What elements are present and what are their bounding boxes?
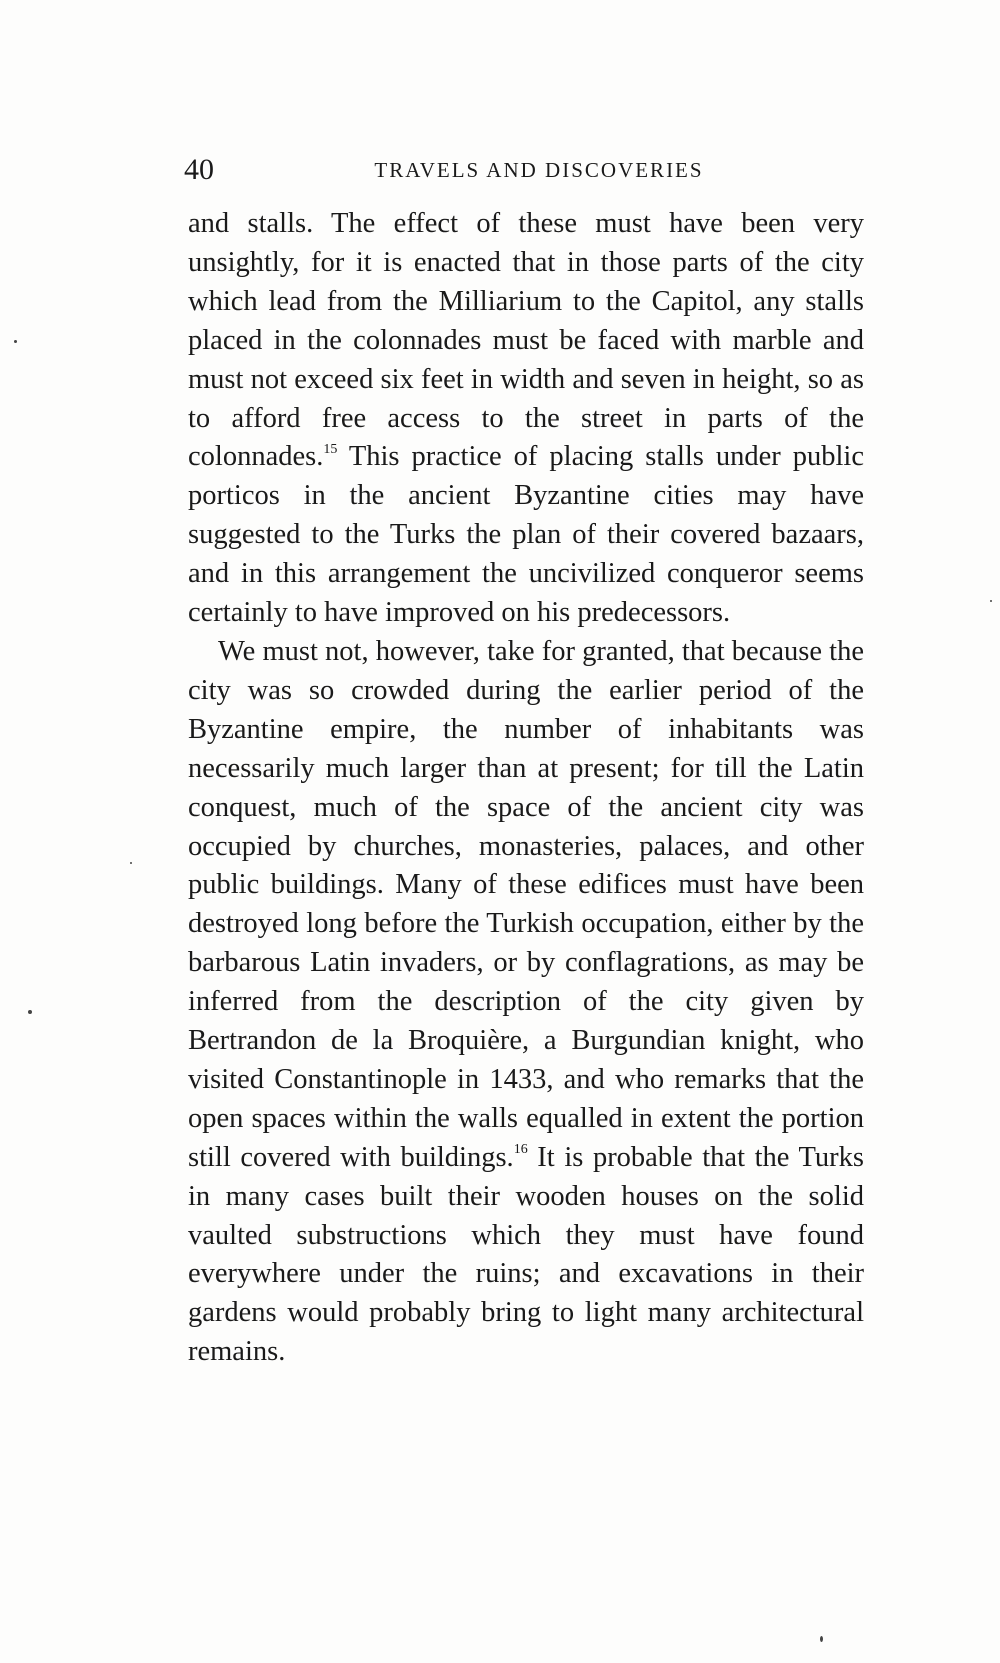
running-header [184,150,864,190]
paragraph-2-text-before: We must not, however, take for granted, that because the city was so crowded during the earlier period of the Byzantine empire, the number of inhabitants was necessarily much larger than at present; for till the Latin conquest, much of the space of the ancient city was occupied by churches, monasteries, palaces, and other public buildings. Many of these edifices must have been destroyed long before the Turkish occupation, either by the barbarous Latin invaders, or by conflagrations, as may be inferred from the description of the city given by Bertrandon de la Broquière, a Burgundian knight, who visited Constantinople in 1433, and who remarks that the open spaces within the walls equalled in extent the portion still covered with buildings. [188,635,864,1173]
paper-speck [14,340,17,343]
paper-speck [28,1010,32,1014]
page-number: 40 [184,153,214,186]
body-text [188,205,864,1372]
paper-speck [990,600,992,602]
footnote-ref-16: 16 [513,1142,528,1158]
paragraph-1 [188,205,864,633]
footnote-ref-15: 15 [323,441,338,457]
paragraph-1-text-after: This practice of placing stalls under public porticos in the ancient Byzantine cities may have suggested to the Turks the plan of their covered bazaars, and in this arrangement the uncivilized conqueror seems certainly to have improved on his predecessors. [188,441,864,629]
paragraph-1-text-before: and stalls. The effect of these must have been very unsightly, for it is enacted that in those parts of the city which lead from the Milliarium to the Capitol, any stalls placed in the colonnades must be faced with marble and must not exceed six feet in width and seven in height, so as to afford free access to the street in parts of the colonnades. [188,208,864,473]
paragraph-2-text-after: It is probable that the Turks in many cases built their wooden houses on the solid vaulted substructions which they must have found everywhere under the ruins; and excavations in their gardens would probably bring to light many architectural remains. [188,1141,865,1368]
paper-speck [820,1636,823,1642]
paper-speck [130,862,132,864]
running-title: TRAVELS AND DISCOVERIES [374,158,704,182]
paragraph-2 [188,633,864,1372]
